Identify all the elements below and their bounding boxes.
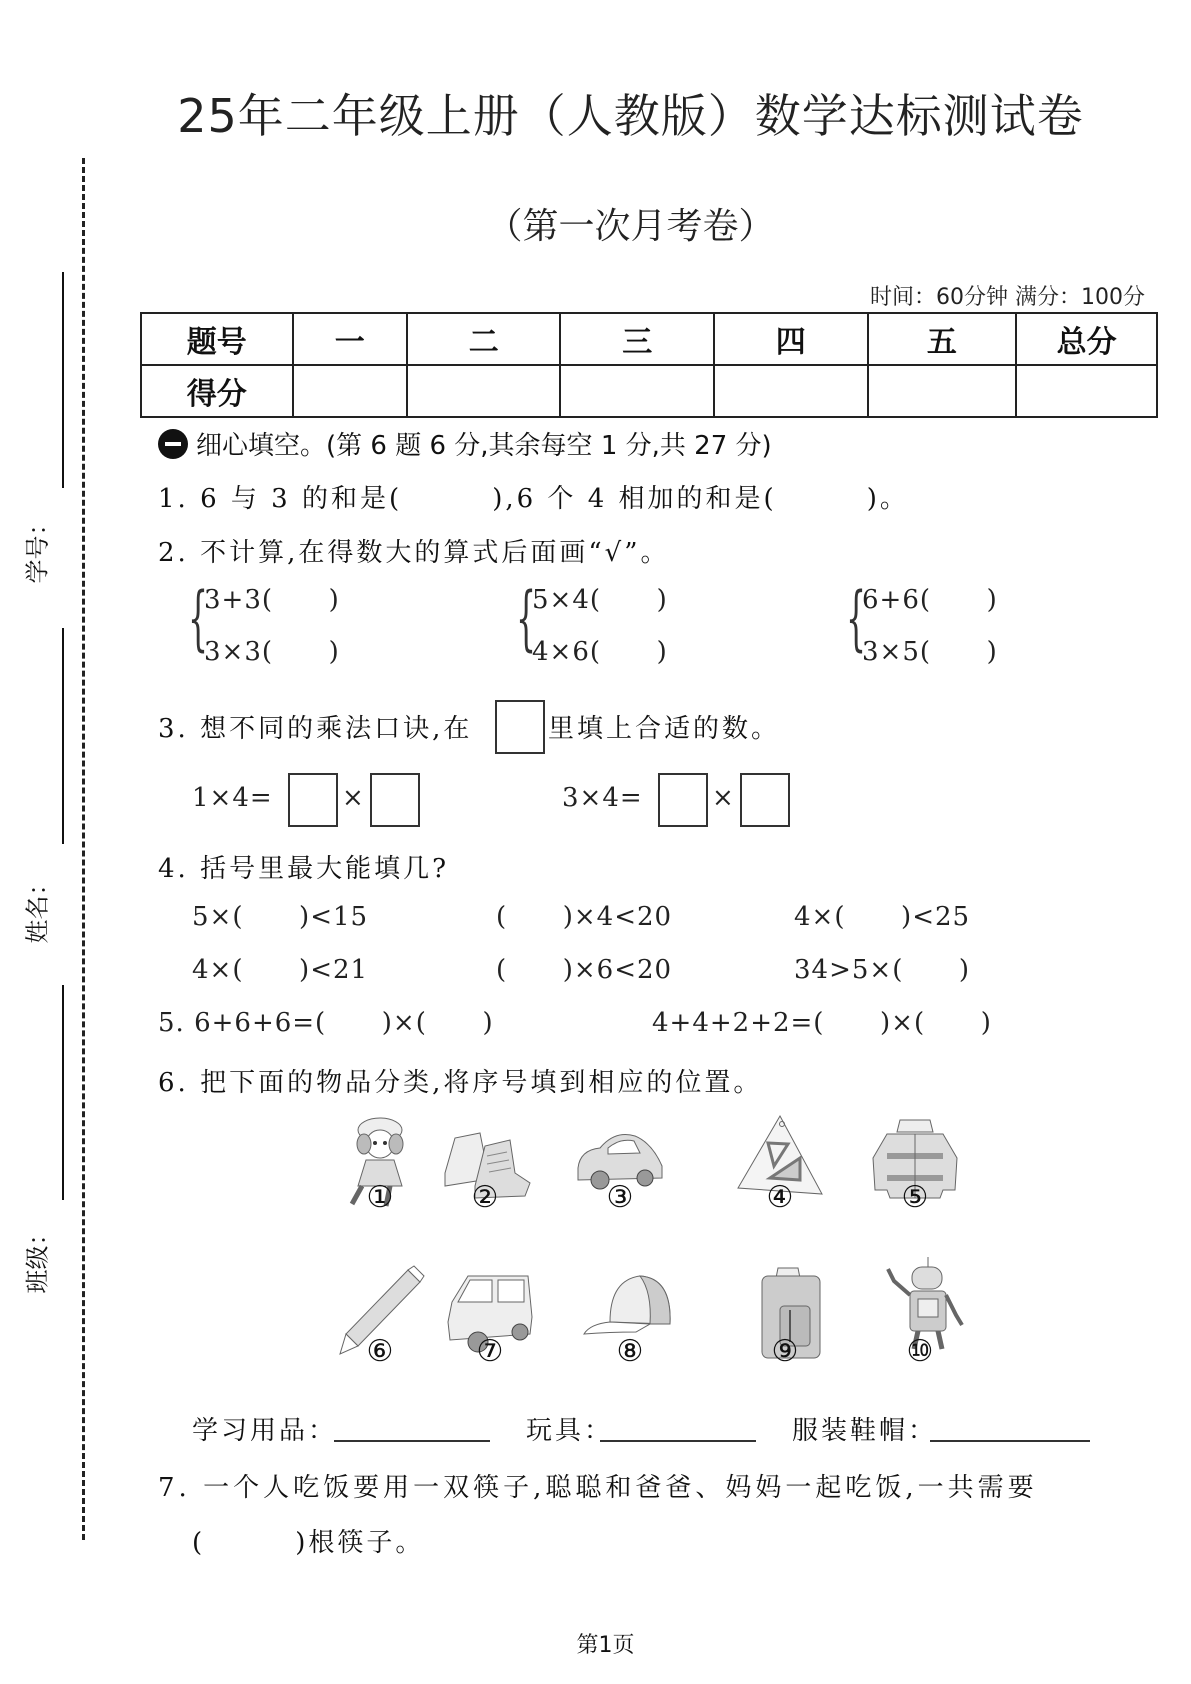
score-cell: 得分	[141, 365, 293, 417]
question-7-line-1: 7. 一个人吃饭要用一双筷子,聪聪和爸爸、妈妈一起吃饭,一共需要	[158, 1473, 1038, 1503]
compare-bottom-2: 4×6( )	[532, 637, 668, 667]
compare-bottom-1: 3×3( )	[204, 637, 340, 667]
item-number: ②	[471, 1180, 499, 1215]
compare-top-2: 5×4( )	[532, 585, 668, 615]
score-cell: 五	[868, 313, 1017, 365]
category-stationery-label: 学习用品：	[192, 1416, 338, 1446]
score-cell: 二	[407, 313, 561, 365]
score-cell: 三	[560, 313, 714, 365]
score-table-score-row	[141, 365, 1157, 417]
question-2: 2. 不计算,在得数大的算式后面画“√”。	[158, 538, 670, 568]
times-sign: ×	[342, 783, 365, 813]
brace-icon: {	[188, 577, 209, 659]
question-3-suffix: 里填上合适的数。	[548, 714, 781, 744]
score-input-cell[interactable]	[868, 365, 1017, 417]
compare-top-1: 3+3( )	[204, 585, 340, 615]
item-number: ⑥	[366, 1334, 394, 1369]
score-input-cell[interactable]	[407, 365, 561, 417]
inequality-item: 4×( )<21	[192, 955, 369, 985]
score-cell: 题号	[141, 313, 293, 365]
student-id-underline-top	[62, 272, 64, 488]
inequality-item: 4×( )<25	[794, 902, 971, 932]
item-number: ⑧	[616, 1334, 644, 1369]
question-1: 1. 6 与 3 的和是( ),6 个 4 相加的和是( )。	[158, 484, 909, 514]
page-title: 25年二年级上册（人教版）数学达标测试卷	[177, 89, 1084, 143]
brace-icon: {	[516, 577, 537, 659]
answer-box[interactable]	[740, 773, 790, 827]
item-number: ①	[366, 1180, 394, 1215]
page-subtitle: （第一次月考卷）	[486, 206, 775, 247]
question-3-prefix: 3. 想不同的乘法口诀,在	[158, 714, 473, 744]
inequality-item: ( )×4<20	[496, 902, 673, 932]
section-number-badge-icon	[158, 429, 188, 459]
exam-meta: 时间：60分钟 满分：100分	[870, 285, 1145, 310]
item-number: ⑦	[476, 1334, 504, 1369]
question-5a: 5. 6+6+6=( )×( )	[158, 1008, 494, 1038]
item-number: ④	[766, 1180, 794, 1215]
score-input-cell[interactable]	[714, 365, 868, 417]
score-cell: 一	[293, 313, 407, 365]
student-id-label: 学号：	[23, 511, 52, 584]
section-1-heading	[158, 425, 772, 462]
class-label: 班级：	[23, 1221, 52, 1294]
category-clothing-label: 服装鞋帽：	[792, 1416, 938, 1446]
inequality-item: 34>5×( )	[794, 955, 971, 985]
page-number: 第1页	[576, 1633, 635, 1658]
item-number: ③	[606, 1180, 634, 1215]
score-cell: 总分	[1016, 313, 1157, 365]
category-toys-label: 玩具：	[526, 1416, 614, 1446]
category-clothing-answer[interactable]	[930, 1440, 1090, 1442]
section-1-title: 细心填空。(第 6 题 6 分,其余每空 1 分,共 27 分)	[196, 431, 772, 461]
item-number: ⑩	[906, 1334, 934, 1369]
brace-icon: {	[846, 577, 867, 659]
score-input-cell[interactable]	[293, 365, 407, 417]
score-cell: 四	[714, 313, 868, 365]
question-4: 4. 括号里最大能填几?	[158, 854, 450, 884]
inequality-item: 5×( )<15	[192, 902, 369, 932]
item-number: ⑨	[771, 1334, 799, 1369]
inequality-item: ( )×6<20	[496, 955, 673, 985]
category-toys-answer[interactable]	[600, 1440, 756, 1442]
score-input-cell[interactable]	[1016, 365, 1157, 417]
answer-box[interactable]	[658, 773, 708, 827]
binding-cut-line	[82, 158, 85, 1540]
score-table	[140, 312, 1158, 418]
name-label: 姓名：	[23, 871, 52, 944]
answer-box[interactable]	[370, 773, 420, 827]
question-6: 6. 把下面的物品分类,将序号填到相应的位置。	[158, 1068, 763, 1098]
student-id-name-underline	[62, 628, 64, 844]
question-7-line-2: ( )根筷子。	[192, 1528, 425, 1558]
compare-bottom-3: 3×5( )	[862, 637, 998, 667]
equation-1: 1×4=	[192, 783, 273, 813]
answer-box[interactable]	[288, 773, 338, 827]
name-class-underline	[62, 985, 64, 1200]
score-table-header-row	[141, 313, 1157, 365]
times-sign: ×	[712, 783, 735, 813]
equation-2: 3×4=	[562, 783, 643, 813]
score-input-cell[interactable]	[560, 365, 714, 417]
question-5b: 4+4+2+2=( )×( )	[652, 1008, 992, 1038]
item-number: ⑤	[901, 1180, 929, 1215]
compare-top-3: 6+6( )	[862, 585, 998, 615]
example-box	[495, 700, 545, 754]
category-stationery-answer[interactable]	[334, 1440, 490, 1442]
